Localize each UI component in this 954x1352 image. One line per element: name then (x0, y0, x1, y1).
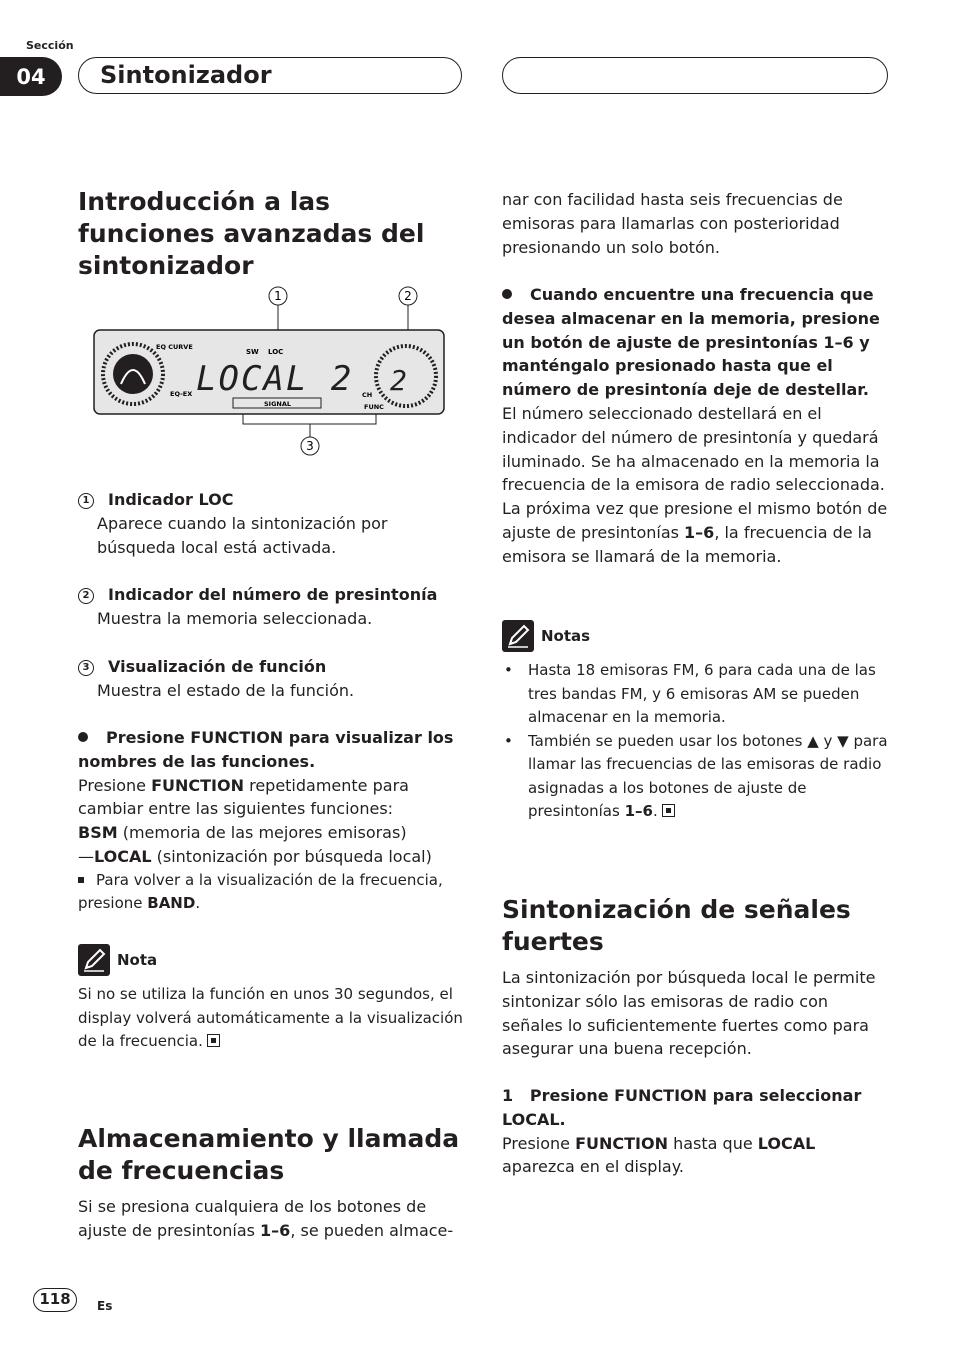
notes-title: Notas (541, 627, 591, 645)
legend-title-2: Indicador del número de presintonía (108, 585, 438, 604)
header-empty-frame (502, 57, 888, 94)
legend-desc-1: Aparece cuando la sintonización por búsqueda local está activada. (97, 513, 388, 557)
bullet-icon (78, 732, 88, 742)
callout-3: 3 (306, 439, 314, 453)
lcd-loc-label: LOC (268, 348, 284, 356)
square-bullet-icon (78, 877, 84, 883)
heading-intro: Introducción a las funciones avanzadas del sintonizador (78, 187, 425, 280)
storage-intro-cont: nar con facilidad hasta seis frecuencias de emisoras para llamarlas con posterioridad presionando un solo botón. (502, 190, 843, 257)
section-label: Sección (26, 39, 74, 52)
lcd-signal-label: SIGNAL (264, 400, 292, 408)
note-header (78, 944, 157, 976)
local-step: 1 Presione FUNCTION para seleccionar LOCAL. Presione FUNCTION hasta que LOCAL aparezca en el display. (502, 1084, 892, 1179)
display-figure (88, 284, 448, 459)
store-step-title: Cuando encuentre una frecuencia que desea almacenar en la memoria, presione un botón de ajuste de presintonías 1–6 y manténgalo presionado hasta que el número de presintonía deje de destellar. (502, 285, 880, 400)
legend-desc-3: Muestra el estado de la función. (97, 680, 355, 700)
page-number: 118 (33, 1288, 77, 1312)
legend-title-3: Visualización de función (108, 657, 327, 676)
end-mark-icon (207, 1034, 220, 1047)
notes-header (502, 620, 590, 652)
bullet-icon (502, 289, 512, 299)
section-title: Sintonizador (100, 61, 272, 89)
callout-1: 1 (274, 289, 282, 303)
note-pencil-icon (78, 944, 110, 976)
callout-2: 2 (404, 289, 412, 303)
list-item: • Hasta 18 emisoras FM, 6 para cada una de las tres bandas FM, y 6 emisoras AM se pueden almacenar en la memoria. (502, 659, 892, 730)
storage-intro: Si se presiona cualquiera de los botones de ajuste de presintonías 1–6, se pueden almace- (78, 1197, 454, 1240)
lcd-ch-label: CH (362, 391, 373, 399)
note-pencil-icon (502, 620, 534, 652)
legend-desc-2: Muestra la memoria seleccionada. (97, 608, 373, 628)
local-step-title: 1 Presione FUNCTION para seleccionar LOCAL. (502, 1086, 867, 1129)
note-title: Nota (117, 951, 158, 969)
lcd-func-label: FUNC (364, 403, 384, 411)
heading-strong-signals: Sintonización de señales fuertes (502, 895, 851, 956)
lcd-main-text: LOCAL 2 (196, 359, 354, 399)
notes-list (502, 659, 892, 824)
strong-signals-intro: La sintonización por búsqueda local le permite sintonizar sólo las emisoras de radio con señales lo suficientemente fuertes como para asegurar una buena recepción. (502, 968, 876, 1059)
legend-title-1: Indicador LOC (108, 490, 234, 509)
legend-item-1: 1 Indicador LOC Aparece cuando la sintonización por búsqueda local está activada. (78, 488, 468, 559)
section-number: 04 (0, 57, 62, 96)
end-mark-icon (662, 804, 675, 817)
function-step: Presione FUNCTION para visualizar los nombres de las funciones. Presione FUNCTION repetidamente para cambiar entre las siguientes funciones: BSM (memoria de las mejores emisoras) —LOCAL (sintonización por búsqueda local) Para volver a la visualización de la frecuencia, presione BAND. (78, 728, 454, 913)
store-step-text-2: La próxima vez que presione el mismo botón de ajuste de presintonías 1–6, la frecuencia de la emisora se llamará de la memoria. (502, 499, 888, 566)
list-item: • También se pueden usar los botones ▲ y ▼ para llamar las frecuencias de las emisoras de radio asignadas a los botones de ajuste de presintonías 1–6. (502, 730, 892, 824)
lcd-preset-number: 2 (390, 364, 407, 397)
note-text: Si no se utiliza la función en unos 30 segundos, el display volverá automáticamente a la visualización de la frecuencia. (78, 985, 463, 1050)
function-step-title: Presione FUNCTION para visualizar los nombres de las funciones. (78, 728, 454, 771)
heading-storage: Almacenamiento y llamada de frecuencias (78, 1124, 460, 1185)
lcd-eq-curve-label: EQ CURVE (156, 343, 193, 351)
lcd-eq-ex-label: EQ-EX (170, 390, 193, 398)
lcd-sw-label: SW (246, 348, 259, 356)
store-step-text-1: El número seleccionado destellará en el indicador del número de presintonía y quedará iluminado. Se ha almacenado en la memoria la frecuencia de la emisora de radio seleccionada. (502, 403, 885, 495)
language-code: Es (97, 1299, 113, 1313)
legend-item-3: 3 Visualización de función Muestra el estado de la función. (78, 655, 468, 703)
legend-item-2: 2 Indicador del número de presintonía Muestra la memoria seleccionada. (78, 583, 468, 631)
store-step (502, 283, 892, 569)
